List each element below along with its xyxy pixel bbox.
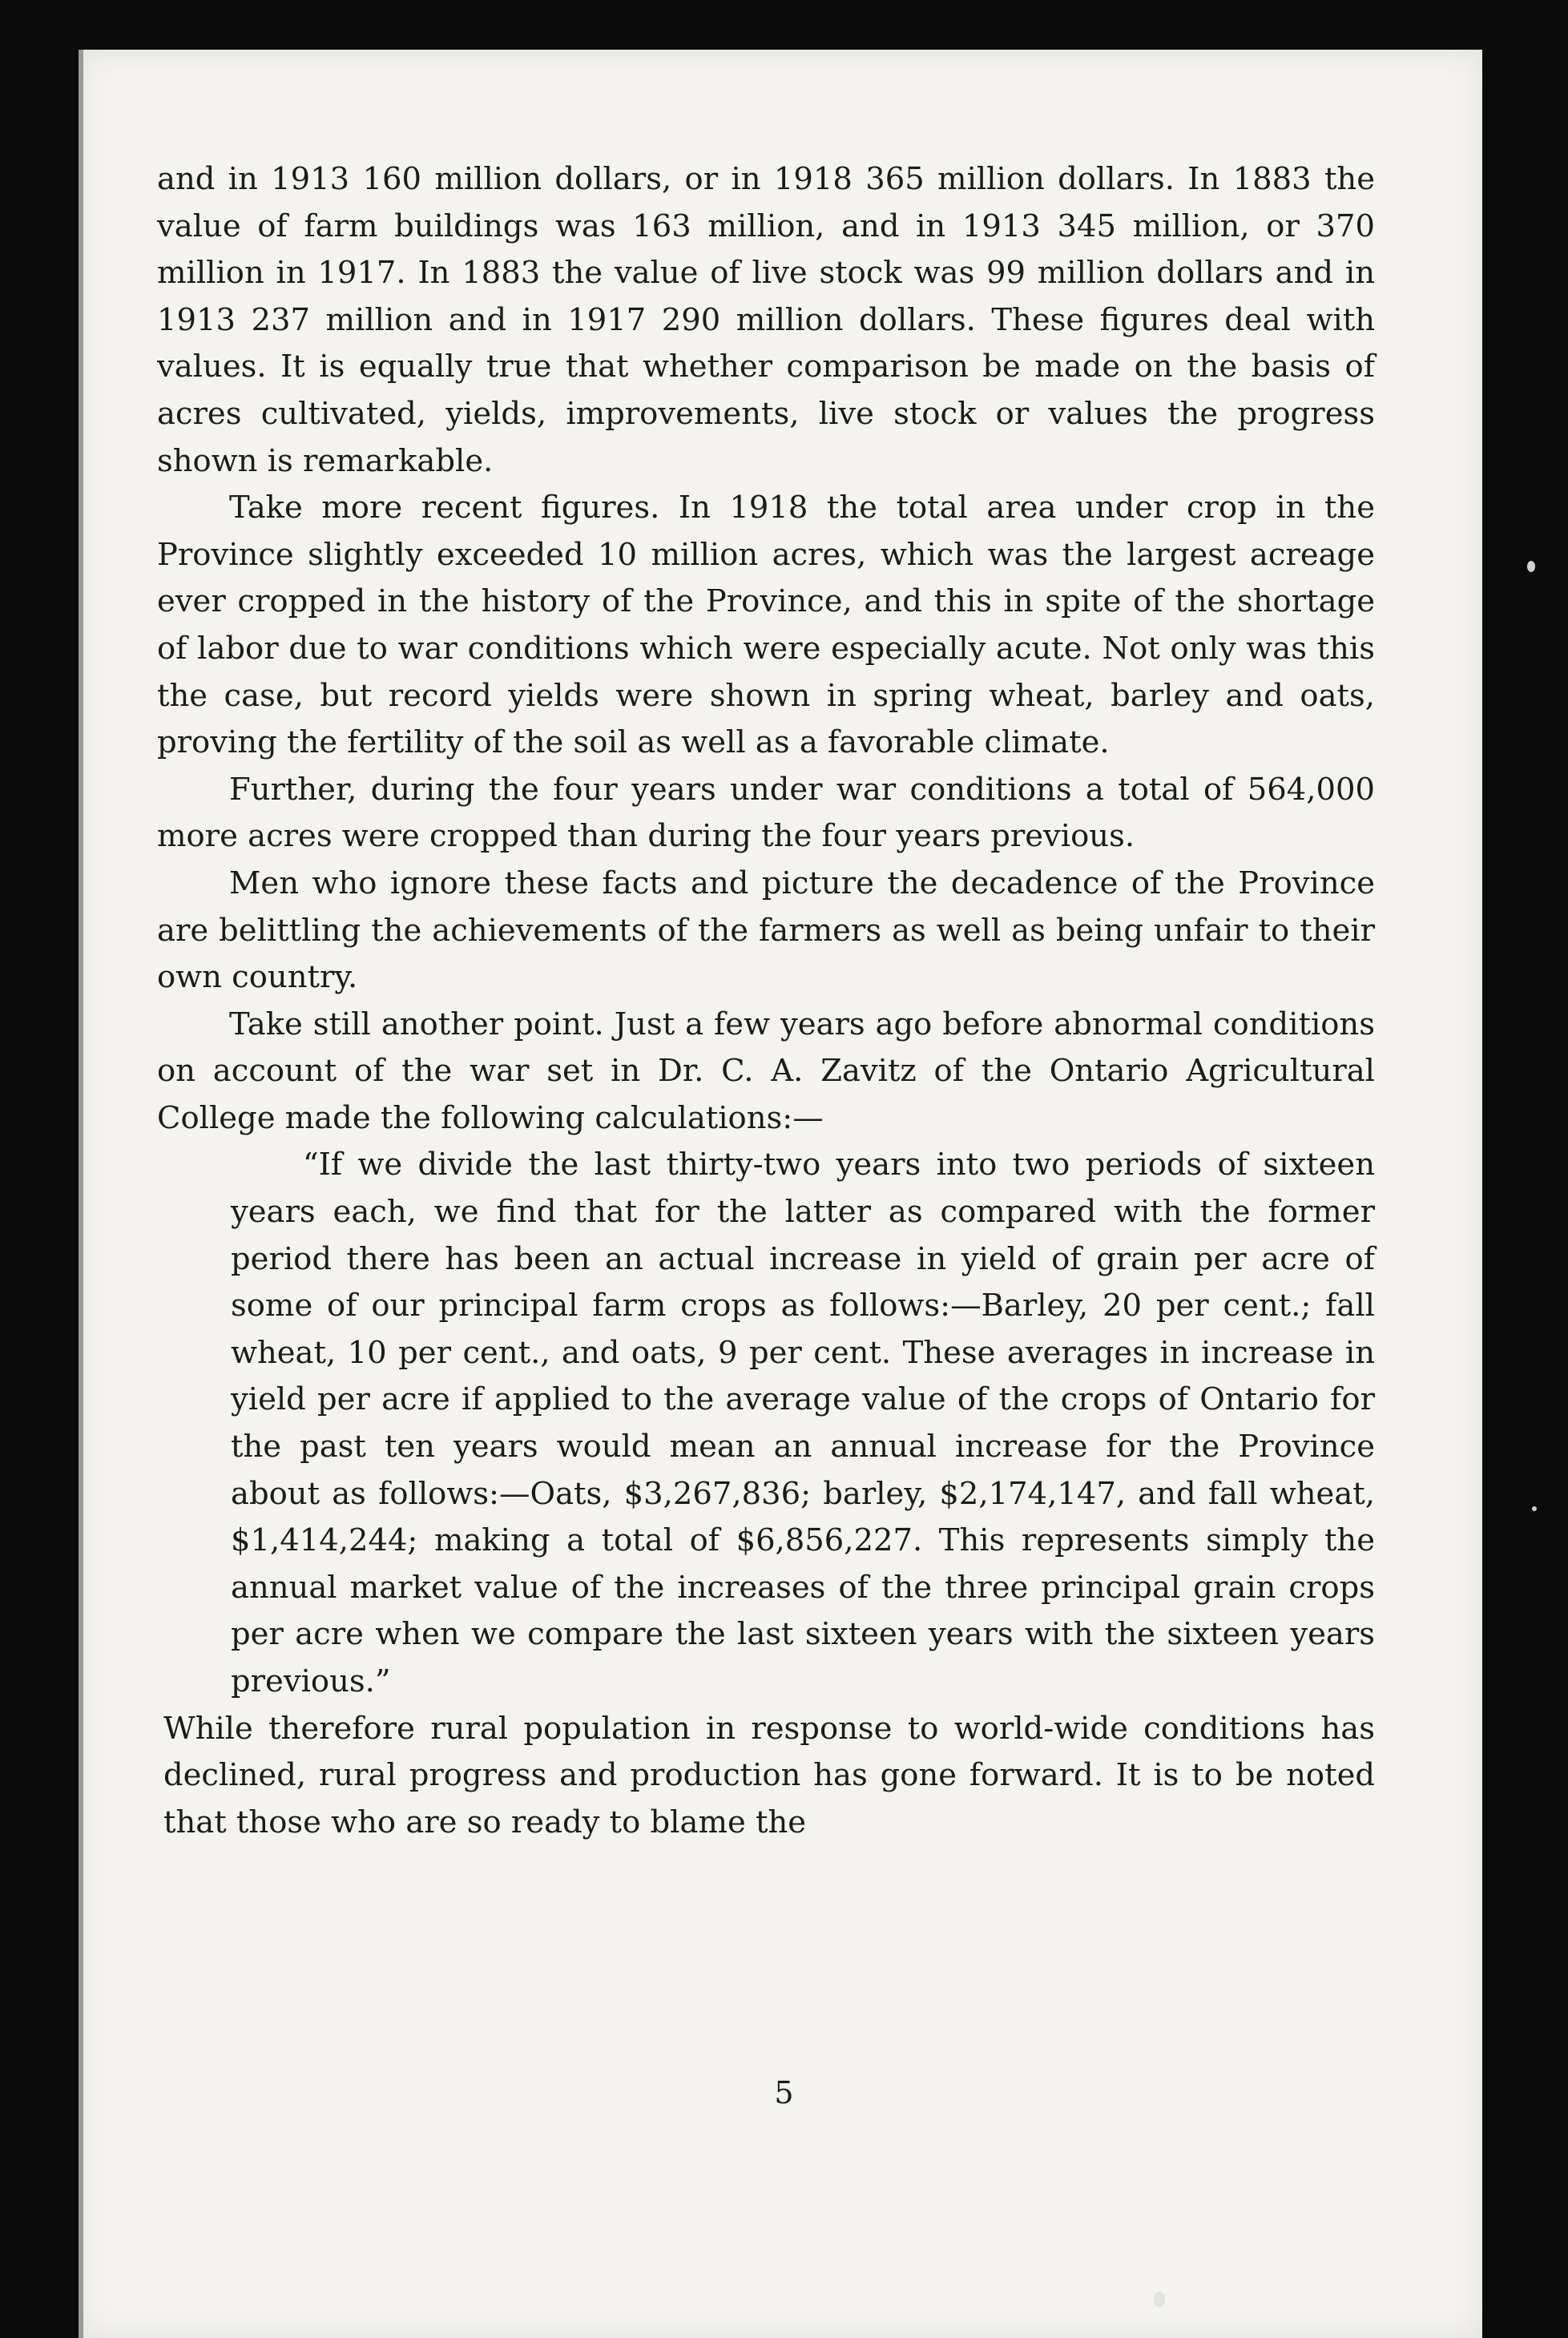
- paragraph-5: Take still another point. Just a few years ago before abnormal conditions on account of the war set in Dr. C. A. Zavitz of the Ontario Agricultural College made the following calculations:—: [157, 1006, 1375, 1136]
- scan-speck: [1527, 561, 1535, 572]
- body-text: [157, 156, 1375, 1846]
- block-quote-zavitz: “If we divide the last thirty-two years into two periods of sixteen years each, we find that for the latter as compared with the former period there has been an actual increase in yield of grain per acre of some of our principal farm crops as follows:—Barley, 20 per cent.; fall wheat, 10 per cent., and oats, 9 per cent. These averages in increase in yield per acre if applied to the average value of the crops of Ontario for the past ten years would mean an annual increase for the Province about as follows:—Oats, $3,267,836; barley, $2,174,147, and fall wheat, $1,414,244; making a total of $6,856,227. This represents simply the annual market value of the increases of the three principal grain crops per acre when we compare the last sixteen years with the sixteen years previous.”: [231, 1147, 1375, 1699]
- paragraph-4: Men who ignore these facts and picture the decadence of the Province are belittling the achievements of the farmers as well as being unfair to their own country.: [157, 865, 1375, 996]
- paragraph-2: Take more recent figures. In 1918 the total area under crop in the Province slightly exceeded 10 million acres, which was the largest acreage ever cropped in the history of the Province, and this in spite of the shortage of labor due to war conditions which were especially acute. Not only was this the case, but record yields were shown in spring wheat, barley and oats, proving the fertility of the soil as well as a favorable climate.: [157, 490, 1375, 761]
- paragraph-3: Further, during the four years under war conditions a total of 564,000 more acres were cropped than during the four years previous.: [157, 771, 1375, 855]
- page-left-edge: [79, 50, 83, 2338]
- scan-speck: [1532, 1506, 1537, 1511]
- paragraph-1: and in 1913 160 million dollars, or in 1918 365 million dollars. In 1883 the value of farm buildings was 163 million, and in 1913 345 million, or 370 million in 1917. In 1883 the value of live stock was 99 million dollars and in 1913 237 million and in 1917 290 million dollars. These figures deal with values. It is equally true that whether comparison be made on the basis of acres cultivated, yields, improvements, live stock or values the progress shown is remarkable.: [157, 161, 1375, 479]
- paragraph-6: While therefore rural population in response to world-wide conditions has declined, rural progress and production has gone forward. It is to be noted that those who are so ready to blame the: [163, 1710, 1375, 1840]
- scan-speck: [1154, 2292, 1165, 2308]
- page-number: 5: [774, 2075, 794, 2110]
